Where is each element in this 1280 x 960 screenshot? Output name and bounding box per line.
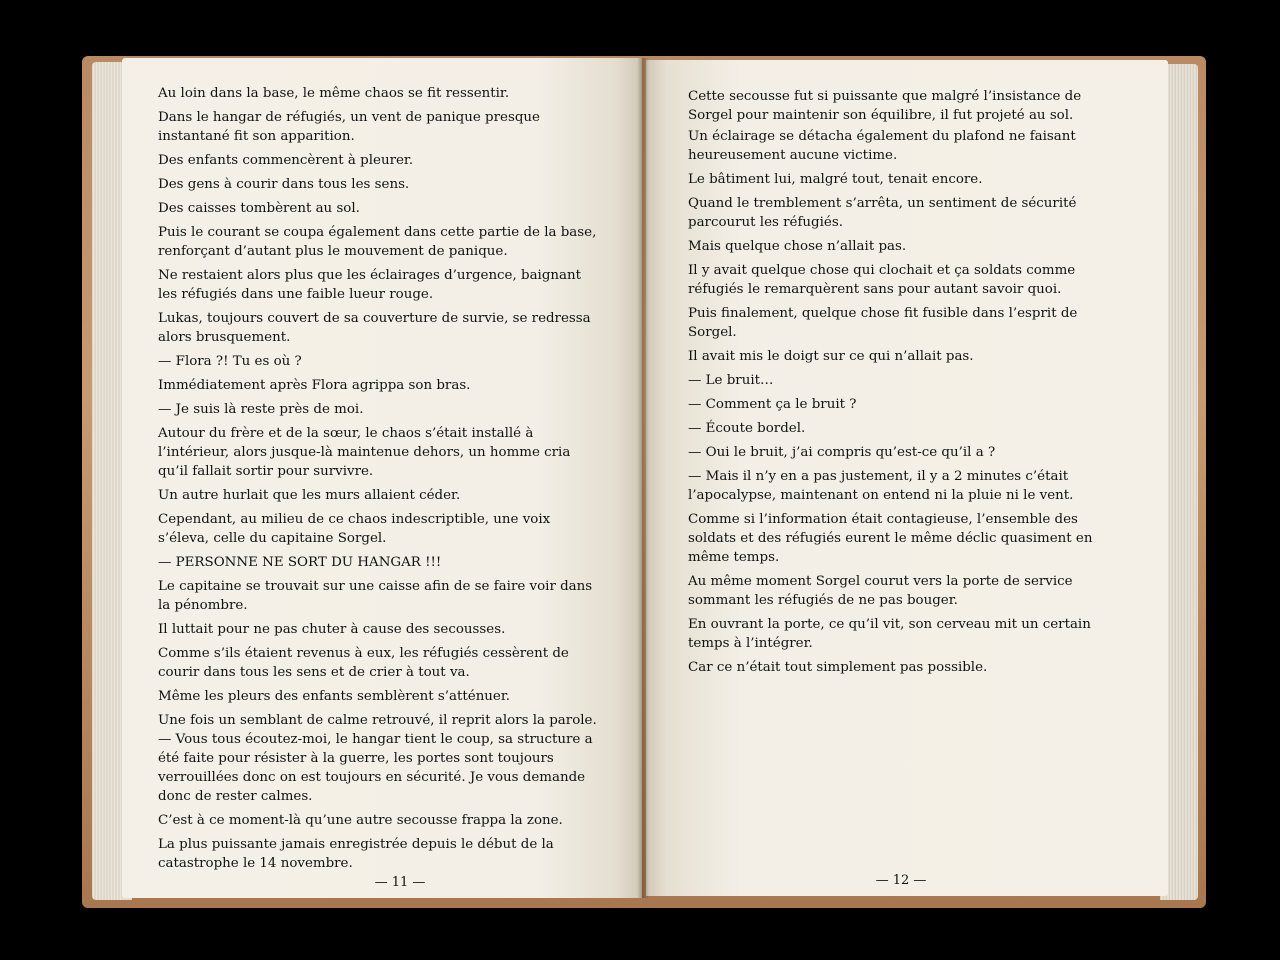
page-number: — 12 — (875, 873, 927, 888)
paragraph: Puis le courant se coupa également dans cette partie de la base, renforçant d’autant plus le mouvement de panique. (158, 225, 597, 259)
paragraph: La plus puissante jamais enregistrée depuis le début de la catastrophe le 14 novembre. (158, 837, 554, 871)
paragraph: Un autre hurlait que les murs allaient céder. (158, 488, 461, 503)
paragraph: Cependant, au milieu de ce chaos indescriptible, une voix s’éleva, celle du capitaine Sorgel. (158, 512, 551, 546)
paragraph: Une fois un semblant de calme retrouvé, il reprit alors la parole. (158, 713, 597, 728)
paragraph: Le capitaine se trouvait sur une caisse afin de se faire voir dans la pénombre. (158, 579, 593, 613)
paragraph: Même les pleurs des enfants semblèrent s’atténuer. (158, 689, 511, 704)
dialogue-line: — Je suis là reste près de moi. (158, 402, 364, 417)
paragraph: Puis finalement, quelque chose fit fusible dans l’esprit de Sorgel. (688, 306, 1078, 340)
dialogue-line: — Vous tous écoutez-moi, le hangar tient le coup, sa structure a été faite pour résister à la guerre, les portes sont toujours verrouillées donc on est toujours en sécurité. Je vous demande donc de rester calmes. (158, 732, 593, 804)
paragraph: Il luttait pour ne pas chuter à cause des secousses. (158, 622, 506, 637)
paragraph: Mais quelque chose n’allait pas. (688, 239, 907, 254)
paragraph: Lukas, toujours couvert de sa couverture de survie, se redressa alors brusquement. (158, 311, 591, 345)
dialogue-line: — Écoute bordel. (688, 421, 806, 436)
paragraph: Comme si l’information était contagieuse, l’ensemble des soldats et des réfugiés eurent le même déclic quasiment en même temps. (688, 512, 1093, 565)
paragraph: En ouvrant la porte, ce qu’il vit, son cerveau mit un certain temps à l’intégrer. (688, 617, 1091, 651)
paragraph: Le bâtiment lui, malgré tout, tenait encore. (688, 172, 983, 187)
paragraph: C’est à ce moment-là qu’une autre secousse frappa la zone. (158, 813, 563, 828)
left-page-text (158, 84, 598, 878)
paragraph: Comme s’ils étaient revenus à eux, les réfugiés cessèrent de courir dans tous les sens et de crier à tout va. (158, 646, 569, 680)
paragraph: Autour du frère et de la sœur, le chaos s’était installé à l’intérieur, alors jusque-là maintenue dehors, un homme cria qu’il fallait sortir pour survivre. (158, 426, 571, 479)
paragraph: Quand le tremblement s’arrêta, un sentiment de sécurité parcourut les réfugiés. (688, 196, 1077, 230)
paragraph: Des caisses tombèrent au sol. (158, 201, 360, 216)
book-gutter (637, 58, 649, 898)
dialogue-line: — Mais il n’y en a pas justement, il y a 2 minutes c’était l’apocalypse, maintenant on entend ni la pluie ni le vent. (688, 469, 1074, 503)
dialogue-line: — Comment ça le bruit ? (688, 397, 857, 412)
page-number: — 11 — (374, 875, 426, 890)
left-page (122, 58, 642, 898)
right-page-text (688, 87, 1128, 682)
dialogue-line: — Flora ?! Tu es où ? (158, 354, 302, 369)
paragraph: Des gens à courir dans tous les sens. (158, 177, 410, 192)
paragraph: Au même moment Sorgel courut vers la porte de service sommant les réfugiés de ne pas bouger. (688, 574, 1073, 608)
dialogue-line: — PERSONNE NE SORT DU HANGAR !!! (158, 555, 442, 570)
paragraph: Il y avait quelque chose qui clochait et ça soldats comme réfugiés le remarquèrent sans pour autant savoir quoi. (688, 263, 1076, 297)
paragraph: Un éclairage se détacha également du plafond ne faisant heureusement aucune victime. (688, 129, 1076, 163)
paragraph: Immédiatement après Flora agrippa son bras. (158, 378, 471, 393)
paragraph: Car ce n’était tout simplement pas possible. (688, 660, 988, 675)
right-page (646, 60, 1168, 896)
paragraph: Ne restaient alors plus que les éclairages d’urgence, baignant les réfugiés dans une faible lueur rouge. (158, 268, 582, 302)
paragraph: Au loin dans la base, le même chaos se fit ressentir. (158, 86, 510, 101)
dialogue-line: — Oui le bruit, j’ai compris qu’est-ce qu’il a ? (688, 445, 996, 460)
paragraph: Dans le hangar de réfugiés, un vent de panique presque instantané fit son apparition. (158, 110, 540, 144)
paragraph: Il avait mis le doigt sur ce qui n’allait pas. (688, 349, 974, 364)
paragraph: Cette secousse fut si puissante que malgré l’insistance de Sorgel pour maintenir son équilibre, il fut projeté au sol. (688, 89, 1082, 123)
dialogue-line: — Le bruit… (688, 373, 774, 388)
paragraph: Des enfants commencèrent à pleurer. (158, 153, 414, 168)
